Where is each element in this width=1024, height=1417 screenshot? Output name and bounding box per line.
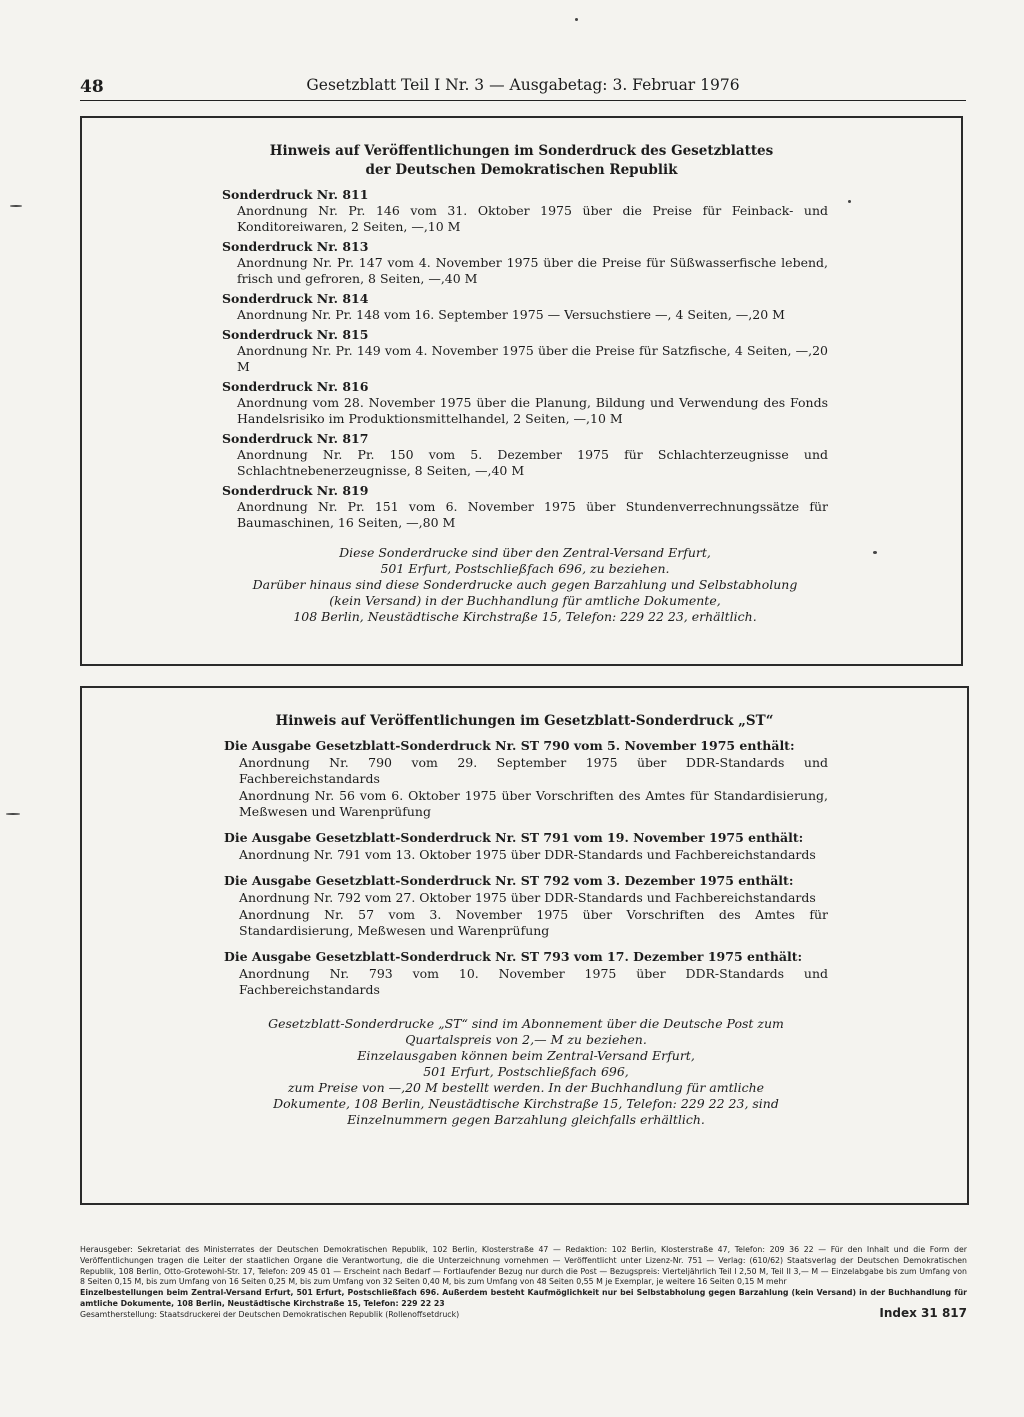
note-line: Diese Sonderdrucke sind über den Zentral-Versand Erfurt, bbox=[339, 545, 711, 560]
scan-speck bbox=[848, 200, 851, 203]
st-issue-title: Die Ausgabe Gesetzblatt-Sonderdruck Nr. ST 792 vom 3. Dezember 1975 enthält: bbox=[224, 873, 794, 888]
note-line: Darüber hinaus sind diese Sonderdrucke auch gegen Barzahlung und Selbstabholung bbox=[252, 577, 798, 592]
list-item bbox=[222, 430, 828, 479]
note-line: Dokumente, 108 Berlin, Neustädtische Kirchstraße 15, Telefon: 229 22 23, sind bbox=[273, 1096, 779, 1111]
printer-row bbox=[80, 1305, 967, 1321]
heading-line: der Deutschen Demokratischen Republik bbox=[365, 162, 678, 178]
sonderdruck-description: Anordnung Nr. Pr. 150 vom 5. Dezember 1975 für Schlachterzeugnisse und Schlachtnebenerzeugnisse, 8 Seiten, —,40 M bbox=[237, 447, 828, 478]
note-line: Einzelnummern gegen Barzahlung gleichfalls erhältlich. bbox=[347, 1112, 705, 1127]
st-heading: Hinweis auf Veröffentlichungen im Gesetzblatt-Sonderdruck „ST“ bbox=[275, 713, 774, 729]
sonderdruck-number: Sonderdruck Nr. 815 bbox=[222, 327, 369, 342]
sonderdruck-description: Anordnung Nr. Pr. 147 vom 4. November 1975 über die Preise für Süßwasserfische lebend, frisch und gefroren, 8 Seiten, —,40 M bbox=[237, 255, 828, 286]
st-issue-title: Die Ausgabe Gesetzblatt-Sonderdruck Nr. ST 790 vom 5. November 1975 enthält: bbox=[224, 738, 795, 753]
st-issue-item: Anordnung Nr. 790 vom 29. September 1975 über DDR-Standards und Fachbereichstandards bbox=[239, 755, 828, 786]
note-line: 108 Berlin, Neustädtische Kirchstraße 15, Telefon: 229 22 23, erhältlich. bbox=[293, 609, 757, 624]
note-line: (kein Versand) in der Buchhandlung für amtliche Dokumente, bbox=[329, 593, 721, 608]
list-item bbox=[224, 737, 828, 820]
note-line: 501 Erfurt, Postschließfach 696, bbox=[423, 1064, 629, 1079]
sonderdruck-number: Sonderdruck Nr. 819 bbox=[222, 483, 369, 498]
note-line: Einzelausgaben können beim Zentral-Versand Erfurt, bbox=[357, 1048, 695, 1063]
publisher-info: Herausgeber: Sekretariat des Ministerrates der Deutschen Demokratischen Republik, 102 Berlin, Klosterstraße 47 — Redaktion: 102 Berlin, Klosterstraße 47, Telefon: 209 36 22 — Für den Inhalt und die Form der Veröffentlichungen tragen die Leiter der staatlichen Organe die Verantwortung, die die Unterzeichnung vornehmen — Veröffentlicht unter Lizenz-Nr. 751 — Verlag: (610/62) Staatsverlag der Deutschen Demokratischen Republik, 108 Berlin, Otto-Grotewohl-Str. 17, Telefon: 209 45 01 — Erscheint nach Bedarf — Fortlaufender Bezug nur durch die Post — Bezugspreis: Vierteljährlich Teil I 2,50 M, Teil II 3,— M — Einzelabgabe bis zum Umfang von 8 Seiten 0,15 M, bis zum Umfang von 16 Seiten 0,25 M, bis zum Umfang von 32 Seiten 0,40 M, bis zum Umfang von 48 Seiten 0,55 M je Exemplar, je weitere 16 Seiten 0,15 M mehr bbox=[80, 1245, 967, 1287]
sonderdruck-number: Sonderdruck Nr. 811 bbox=[222, 187, 369, 202]
sonderdruck-description: Anordnung Nr. Pr. 151 vom 6. November 1975 über Stundenverrechnungssätze für Baumaschinen, 16 Seiten, —,80 M bbox=[237, 499, 828, 530]
scan-speck bbox=[6, 813, 20, 815]
scan-speck bbox=[10, 205, 22, 207]
heading-line: Hinweis auf Veröffentlichungen im Sonderdruck des Gesetzblattes bbox=[269, 143, 774, 159]
sonderdruck-description: Anordnung Nr. Pr. 146 vom 31. Oktober 1975 über die Preise für Feinback- und Konditoreiwaren, 2 Seiten, —,10 M bbox=[237, 203, 828, 234]
note-line: Quartalspreis von 2,— M zu beziehen. bbox=[405, 1032, 647, 1047]
page-header bbox=[80, 76, 966, 101]
sonderdruck-number: Sonderdruck Nr. 816 bbox=[222, 379, 369, 394]
order-info: Einzelbestellungen beim Zentral-Versand Erfurt, 501 Erfurt, Postschließfach 696. Außerdem besteht Kaufmöglichkeit nur bei Selbstabholung gegen Barzahlung (kein Versand) in der Buchhandlung für amtliche Dokumente, 108 Berlin, Neustädtische Kirchstraße 15, Telefon: 229 22 23 bbox=[80, 1288, 967, 1308]
note-line: zum Preise von —,20 M bestellt werden. In der Buchhandlung für amtliche bbox=[287, 1080, 765, 1095]
page-title: Gesetzblatt Teil I Nr. 3 — Ausgabetag: 3. Februar 1976 bbox=[306, 76, 740, 94]
list-item bbox=[224, 829, 828, 863]
list-item bbox=[222, 482, 828, 531]
ordering-note bbox=[222, 545, 828, 625]
st-issue-item: Anordnung Nr. 792 vom 27. Oktober 1975 über DDR-Standards und Fachbereichstandards bbox=[239, 890, 816, 905]
sonderdruck-notice-box bbox=[80, 116, 963, 666]
list-item bbox=[222, 238, 828, 287]
sonderdruck-number: Sonderdruck Nr. 817 bbox=[222, 431, 369, 446]
st-issue-item: Anordnung Nr. 57 vom 3. November 1975 über Vorschriften des Amtes für Standardisierung, Meßwesen und Warenprüfung bbox=[239, 907, 828, 938]
sonderdruck-description: Anordnung Nr. Pr. 149 vom 4. November 1975 über die Preise für Satzfische, 4 Seiten, —,20 M bbox=[237, 343, 828, 374]
st-notice-box bbox=[80, 686, 969, 1205]
list-item bbox=[222, 186, 828, 235]
st-issue-title: Die Ausgabe Gesetzblatt-Sonderdruck Nr. ST 791 vom 19. November 1975 enthält: bbox=[224, 830, 804, 845]
index-number: Index 31 817 bbox=[879, 1305, 967, 1320]
sonderdruck-description: Anordnung Nr. Pr. 148 vom 16. September 1975 — Versuchstiere —, 4 Seiten, —,20 M bbox=[237, 307, 785, 322]
st-issue-item: Anordnung Nr. 56 vom 6. Oktober 1975 über Vorschriften des Amtes für Standardisierung, Meßwesen und Warenprüfung bbox=[239, 788, 828, 819]
note-line: 501 Erfurt, Postschließfach 696, zu beziehen. bbox=[380, 561, 670, 576]
list-item bbox=[224, 948, 828, 998]
list-item bbox=[222, 326, 828, 375]
st-issue-list bbox=[82, 737, 828, 998]
list-item bbox=[222, 290, 828, 323]
sonderdruck-number: Sonderdruck Nr. 813 bbox=[222, 239, 369, 254]
list-item bbox=[222, 378, 828, 427]
page-number: 48 bbox=[80, 77, 104, 97]
sonderdruck-heading bbox=[82, 142, 961, 180]
printer-info: Gesamtherstellung: Staatsdruckerei der Deutschen Demokratischen Republik (Rollenoffsetdruck) bbox=[80, 1309, 460, 1319]
list-item bbox=[224, 872, 828, 939]
scan-speck bbox=[575, 18, 578, 21]
note-line: Gesetzblatt-Sonderdrucke „ST“ sind im Abonnement über die Deutsche Post zum bbox=[268, 1016, 784, 1031]
st-issue-item: Anordnung Nr. 791 vom 13. Oktober 1975 über DDR-Standards und Fachbereichstandards bbox=[239, 847, 816, 862]
sonderdruck-description: Anordnung vom 28. November 1975 über die Planung, Bildung und Verwendung des Fonds Handelsrisiko im Produktionsmittelhandel, 2 Seiten, —,10 M bbox=[237, 395, 828, 426]
st-issue-title: Die Ausgabe Gesetzblatt-Sonderdruck Nr. ST 793 vom 17. Dezember 1975 enthält: bbox=[224, 949, 803, 964]
sonderdruck-list bbox=[82, 186, 828, 531]
sonderdruck-number: Sonderdruck Nr. 814 bbox=[222, 291, 369, 306]
scan-speck bbox=[873, 551, 877, 554]
imprint bbox=[80, 1245, 967, 1321]
st-issue-item: Anordnung Nr. 793 vom 10. November 1975 über DDR-Standards und Fachbereichstandards bbox=[239, 966, 828, 997]
subscription-note bbox=[224, 1016, 828, 1128]
